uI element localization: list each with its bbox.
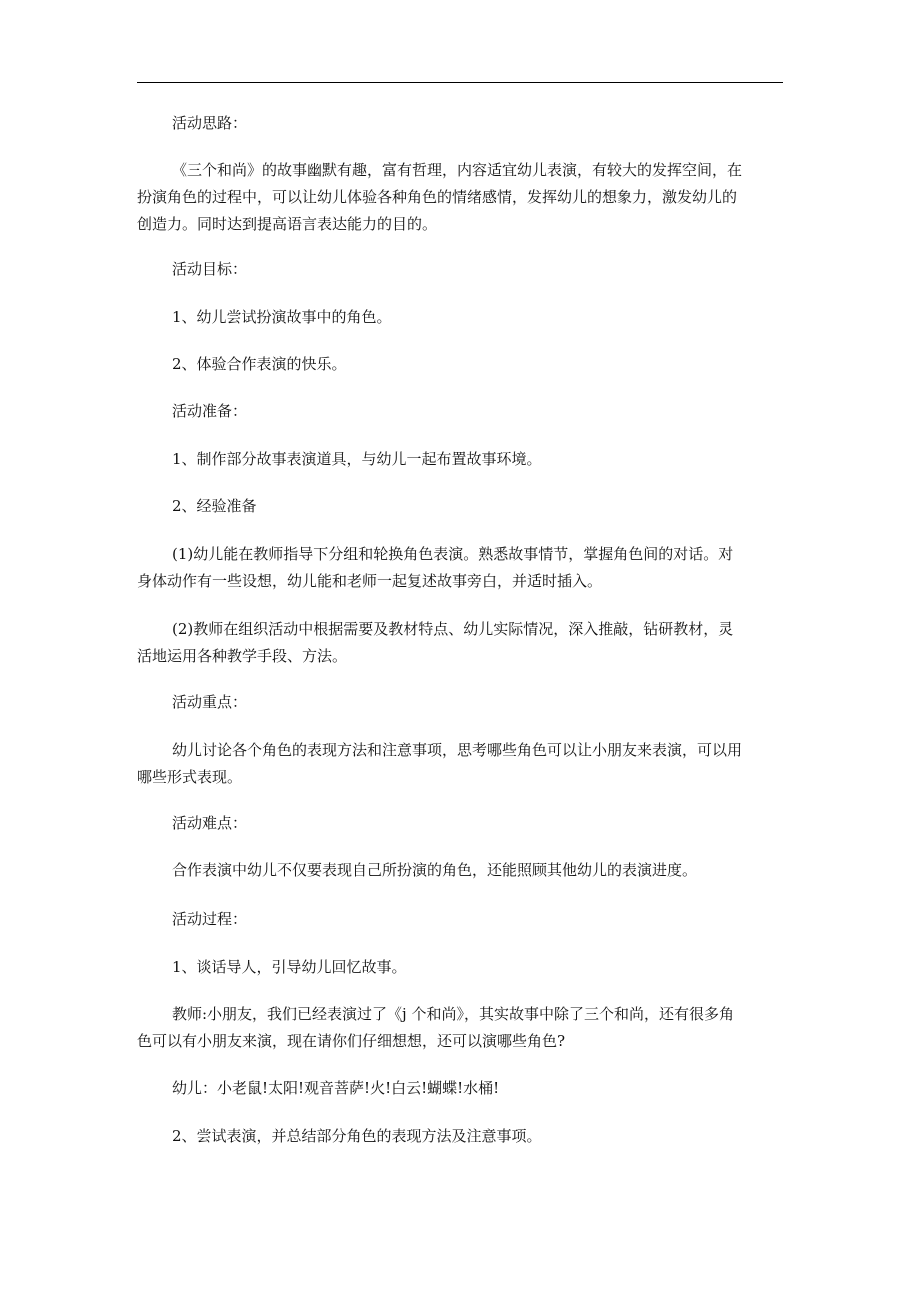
teacher-line: 色可以有小朋友来演，现在请你们仔细想想，还可以演哪些角色? bbox=[137, 1032, 566, 1050]
thought-line: 《三个和尚》的故事幽默有趣，富有哲理，内容适宜幼儿表演，有较大的发挥空间，在 bbox=[172, 161, 743, 179]
key-line: 幼儿讨论各个角色的表现方法和注意事项，思考哪些角色可以让小朋友来表演，可以用 bbox=[172, 741, 743, 759]
goal-item-1: 1、幼儿尝试扮演故事中的角色。 bbox=[172, 308, 392, 326]
heading-activity-thought: 活动思路： bbox=[172, 114, 248, 132]
heading-activity-key: 活动重点： bbox=[172, 693, 248, 711]
prep-item-1: 1、制作部分故事表演道具，与幼儿一起布置故事环境。 bbox=[172, 450, 542, 468]
heading-activity-goal: 活动目标： bbox=[172, 260, 248, 278]
difficulty-text: 合作表演中幼儿不仅要表现自己所扮演的角色，还能照顾其他幼儿的表演进度。 bbox=[172, 861, 698, 879]
process-item-1: 1、谈话导人，引导幼儿回忆故事。 bbox=[172, 958, 407, 976]
thought-line: 扮演角色的过程中，可以让幼儿体验各种角色的情绪感情，发挥幼儿的想象力，激发幼儿的 bbox=[137, 188, 738, 206]
heading-activity-prep: 活动准备： bbox=[172, 402, 248, 420]
header-rule bbox=[137, 82, 783, 83]
thought-line: 创造力。同时达到提高语言表达能力的目的。 bbox=[137, 215, 438, 233]
prep-2b-line: (2)教师在组织活动中根据需要及教材特点、幼儿实际情况，深入推敲，钻研教材，灵 bbox=[172, 620, 734, 638]
heading-activity-difficulty: 活动难点： bbox=[172, 814, 248, 832]
prep-item-2a bbox=[137, 541, 783, 595]
thought-paragraph bbox=[137, 157, 783, 238]
teacher-dialogue bbox=[137, 1001, 783, 1055]
prep-item-2b bbox=[137, 616, 783, 670]
goal-item-2: 2、体验合作表演的快乐。 bbox=[172, 355, 347, 373]
key-line: 哪些形式表现。 bbox=[137, 768, 243, 786]
prep-2a-line: 身体动作有一些设想，幼儿能和老师一起复述故事旁白，并适时插入。 bbox=[137, 572, 603, 590]
heading-activity-process: 活动过程： bbox=[172, 910, 248, 928]
process-item-2: 2、尝试表演，并总结部分角色的表现方法及注意事项。 bbox=[172, 1127, 542, 1145]
key-paragraph bbox=[137, 737, 783, 791]
children-dialogue: 幼儿：小老鼠!太阳!观音菩萨!火!白云!蝴蝶!水桶! bbox=[172, 1079, 500, 1097]
prep-2b-line: 活地运用各种教学手段、方法。 bbox=[137, 647, 348, 665]
prep-2a-line: (1)幼儿能在教师指导下分组和轮换角色表演。熟悉故事情节，掌握角色间的对话。对 bbox=[172, 545, 734, 563]
prep-item-2: 2、经验准备 bbox=[172, 497, 257, 515]
teacher-line: 教师:小朋友，我们已经表演过了《j 个和尚》，其实故事中除了三个和尚，还有很多角 bbox=[172, 1005, 734, 1023]
